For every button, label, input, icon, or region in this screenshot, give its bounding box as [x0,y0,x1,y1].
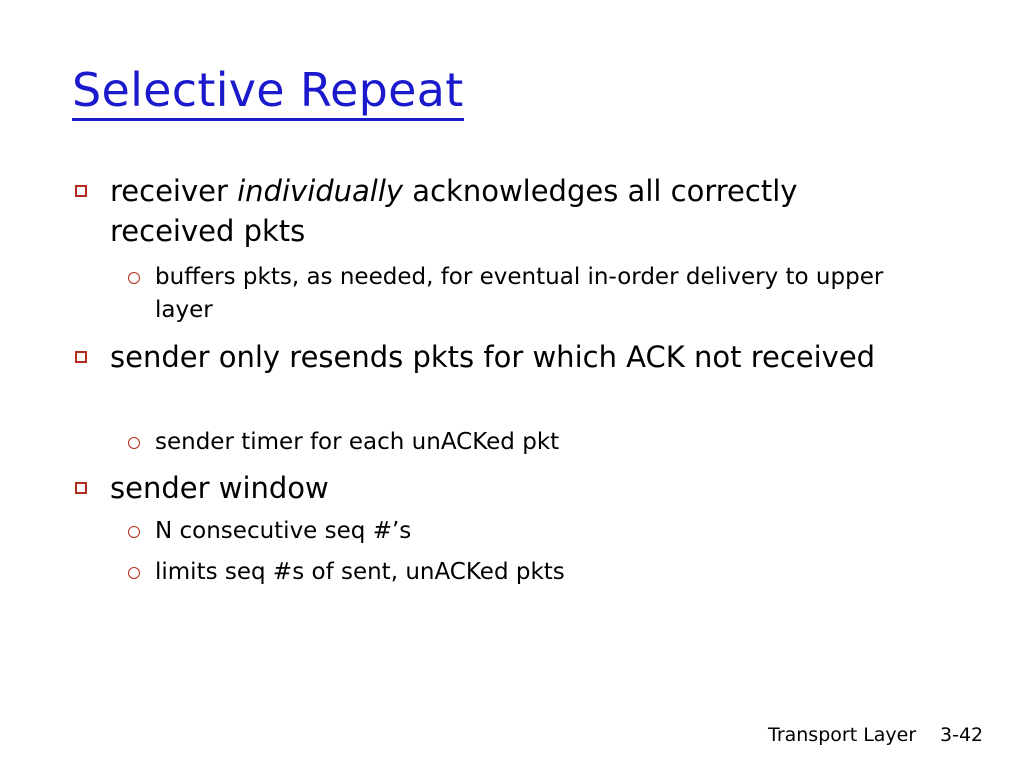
bullet-2-text: sender only resends pkts for which ACK not received [110,340,876,374]
slide-title: Selective Repeat [72,62,464,121]
footer-section: Transport Layer [768,724,917,746]
circle-bullet-icon [128,567,140,579]
bullet-3-text: sender window [110,471,329,505]
bullet-1-text [110,171,910,251]
bullet-1-emphasis: individually [237,174,404,208]
circle-bullet-icon [128,437,140,449]
bullet-1-part-3: acknowledges all correctly received pkts [110,174,798,248]
bullet-3-sub-2: limits seq #s of sent, unACKed pkts [155,559,565,585]
bullet-3-sub-1: N consecutive seq #’s [155,518,412,544]
circle-bullet-icon [128,272,140,284]
bullet-2-sub-1: sender timer for each unACKed pkt [155,429,560,455]
square-checkbox-icon [75,482,87,494]
footer-page-number: 3-42 [940,724,984,746]
bullet-1-part-1: receiver [110,174,238,208]
square-checkbox-icon [75,351,87,363]
circle-bullet-icon [128,526,140,538]
square-checkbox-icon [75,185,87,197]
bullet-1-sub-1: buffers pkts, as needed, for eventual in-order delivery to upper layer [155,264,884,323]
